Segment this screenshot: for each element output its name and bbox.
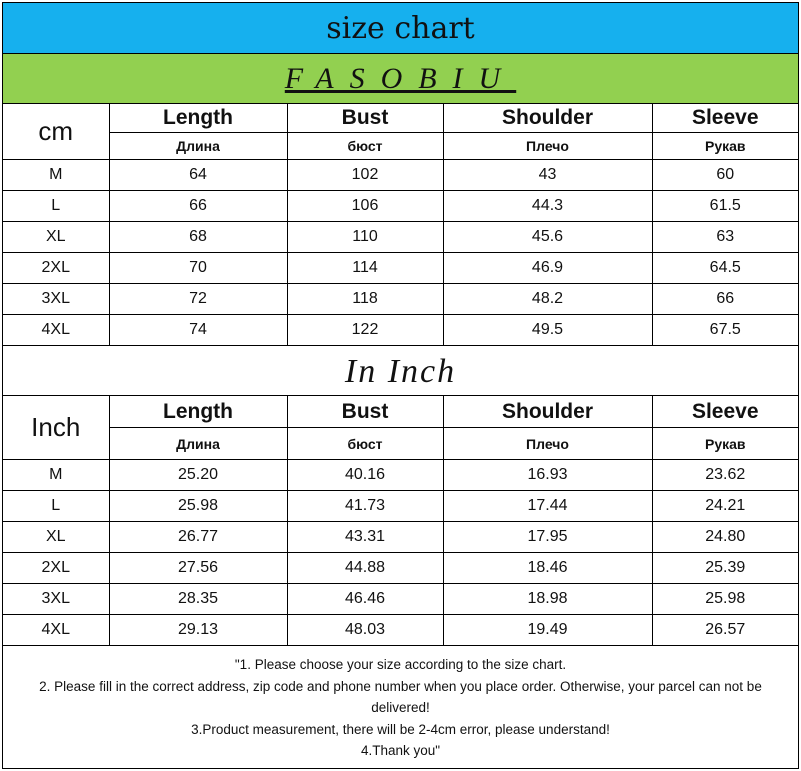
shoulder-value: 18.98 xyxy=(443,584,652,615)
table-row xyxy=(3,491,798,522)
unit-label: Inch xyxy=(3,396,109,460)
length-value: 25.20 xyxy=(109,460,287,491)
header-shoulder: Shoulder xyxy=(443,396,652,428)
header-bust-ru: бюст xyxy=(287,133,443,160)
size-label: 4XL xyxy=(3,315,109,346)
table-row xyxy=(3,460,798,491)
size-label: 2XL xyxy=(3,553,109,584)
header-sleeve: Sleeve xyxy=(652,396,798,428)
size-label: L xyxy=(3,191,109,222)
header-row-english xyxy=(3,104,798,133)
bust-value: 41.73 xyxy=(287,491,443,522)
shoulder-value: 18.46 xyxy=(443,553,652,584)
header-bust: Bust xyxy=(287,396,443,428)
sleeve-value: 24.21 xyxy=(652,491,798,522)
size-label: XL xyxy=(3,522,109,553)
notes xyxy=(3,654,798,762)
size-label: 3XL xyxy=(3,584,109,615)
note-3: 3.Product measurement, there will be 2-4cm error, please understand! xyxy=(191,721,610,737)
header-sleeve: Sleeve xyxy=(652,104,798,133)
header-length: Length xyxy=(109,396,287,428)
shoulder-value: 45.6 xyxy=(443,222,652,253)
note-2: 2. Please fill in the correct address, zip code and phone number when you place order. Otherwise, your parcel can not be delivered! xyxy=(39,678,762,715)
table-row xyxy=(3,222,798,253)
size-label: M xyxy=(3,460,109,491)
bust-value: 102 xyxy=(287,160,443,191)
length-value: 66 xyxy=(109,191,287,222)
bust-value: 110 xyxy=(287,222,443,253)
sleeve-value: 23.62 xyxy=(652,460,798,491)
header-length-ru: Длина xyxy=(109,133,287,160)
length-value: 68 xyxy=(109,222,287,253)
length-value: 28.35 xyxy=(109,584,287,615)
bust-value: 46.46 xyxy=(287,584,443,615)
header-length: Length xyxy=(109,104,287,133)
header-bust: Bust xyxy=(287,104,443,133)
inch-section-title: In Inch xyxy=(3,346,798,396)
bust-value: 44.88 xyxy=(287,553,443,584)
shoulder-value: 17.44 xyxy=(443,491,652,522)
bust-value: 40.16 xyxy=(287,460,443,491)
size-label: 4XL xyxy=(3,615,109,646)
note-4: 4.Thank you" xyxy=(360,743,441,758)
size-chart xyxy=(2,2,799,769)
header-sleeve-ru: Рукав xyxy=(652,133,798,160)
brand-name: FASOBIU xyxy=(3,54,798,104)
sleeve-value: 64.5 xyxy=(652,253,798,284)
table-row xyxy=(3,553,798,584)
header-length-ru: Длина xyxy=(109,428,287,460)
table-row xyxy=(3,284,798,315)
sleeve-value: 63 xyxy=(652,222,798,253)
length-value: 27.56 xyxy=(109,553,287,584)
shoulder-value: 43 xyxy=(443,160,652,191)
sleeve-value: 67.5 xyxy=(652,315,798,346)
sleeve-value: 25.39 xyxy=(652,553,798,584)
bust-value: 106 xyxy=(287,191,443,222)
shoulder-value: 44.3 xyxy=(443,191,652,222)
shoulder-value: 19.49 xyxy=(443,615,652,646)
header-row-english xyxy=(3,396,798,428)
length-value: 72 xyxy=(109,284,287,315)
header-bust-ru: бюст xyxy=(287,428,443,460)
length-value: 64 xyxy=(109,160,287,191)
bust-value: 114 xyxy=(287,253,443,284)
cm-size-table xyxy=(3,104,798,346)
header-shoulder-ru: Плечо xyxy=(443,133,652,160)
inch-size-table xyxy=(3,396,798,646)
table-row xyxy=(3,253,798,284)
size-label: M xyxy=(3,160,109,191)
size-label: 3XL xyxy=(3,284,109,315)
length-value: 70 xyxy=(109,253,287,284)
sleeve-value: 25.98 xyxy=(652,584,798,615)
note-1: "1. Please choose your size according to the size chart. xyxy=(234,657,567,672)
unit-label: cm xyxy=(3,104,109,160)
shoulder-value: 17.95 xyxy=(443,522,652,553)
size-label: L xyxy=(3,491,109,522)
sleeve-value: 60 xyxy=(652,160,798,191)
table-row xyxy=(3,584,798,615)
chart-title: size chart xyxy=(3,3,798,54)
length-value: 74 xyxy=(109,315,287,346)
table-row xyxy=(3,160,798,191)
table-row xyxy=(3,191,798,222)
table-row xyxy=(3,522,798,553)
size-label: XL xyxy=(3,222,109,253)
header-row-russian xyxy=(3,133,798,160)
header-sleeve-ru: Рукав xyxy=(652,428,798,460)
bust-value: 122 xyxy=(287,315,443,346)
sleeve-value: 24.80 xyxy=(652,522,798,553)
sleeve-value: 61.5 xyxy=(652,191,798,222)
shoulder-value: 48.2 xyxy=(443,284,652,315)
length-value: 25.98 xyxy=(109,491,287,522)
shoulder-value: 49.5 xyxy=(443,315,652,346)
shoulder-value: 16.93 xyxy=(443,460,652,491)
length-value: 29.13 xyxy=(109,615,287,646)
header-shoulder: Shoulder xyxy=(443,104,652,133)
bust-value: 43.31 xyxy=(287,522,443,553)
sleeve-value: 26.57 xyxy=(652,615,798,646)
sleeve-value: 66 xyxy=(652,284,798,315)
table-row xyxy=(3,315,798,346)
length-value: 26.77 xyxy=(109,522,287,553)
header-row-russian xyxy=(3,428,798,460)
bust-value: 118 xyxy=(287,284,443,315)
header-shoulder-ru: Плечо xyxy=(443,428,652,460)
table-row xyxy=(3,615,798,646)
size-label: 2XL xyxy=(3,253,109,284)
bust-value: 48.03 xyxy=(287,615,443,646)
shoulder-value: 46.9 xyxy=(443,253,652,284)
